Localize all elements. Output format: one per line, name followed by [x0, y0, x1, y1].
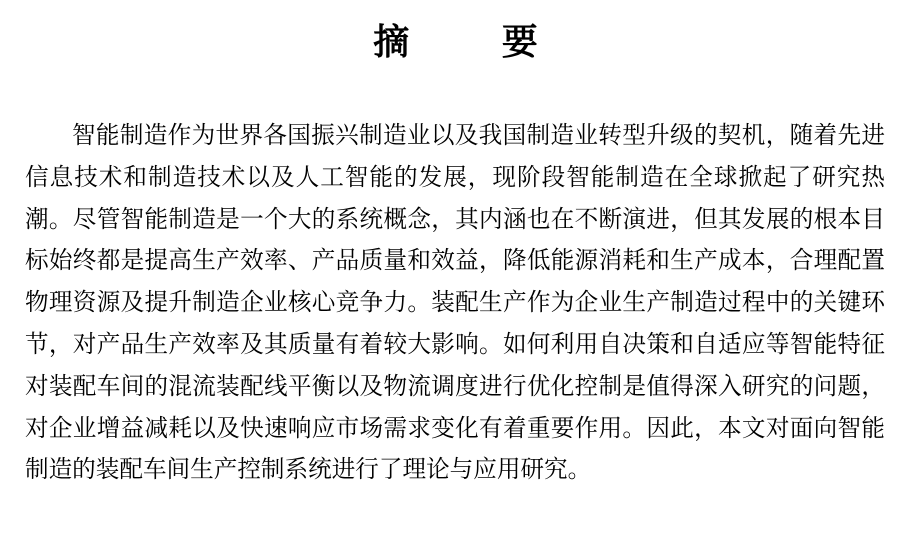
- abstract-title: 摘 要: [373, 22, 578, 63]
- abstract-paragraph: 智能制造作为世界各国振兴制造业以及我国制造业转型升级的契机，随着先进信息技术和制造技术以及人工智能的发展，现阶段智能制造在全球掀起了研究热潮。尽管智能制造是一个大的系统概念，其内涵也在不断演进，但其发展的根本目标始终都是提高生产效率、产品质量和效益，降低能源消耗和生产成本，合理配置物理资源及提升制造企业核心竞争力。装配生产作为企业生产制造过程中的关键环节，对产品生产效率及其质量有着较大影响。如何利用自决策和自适应等智能特征对装配车间的混流装配线平衡以及物流调度进行优化控制是值得深入研究的问题，对企业增益减耗以及快速响应市场需求变化有着重要作用。因此，本文对面向智能制造的装配车间生产控制系统进行了理论与应用研究。: [25, 121, 885, 484]
